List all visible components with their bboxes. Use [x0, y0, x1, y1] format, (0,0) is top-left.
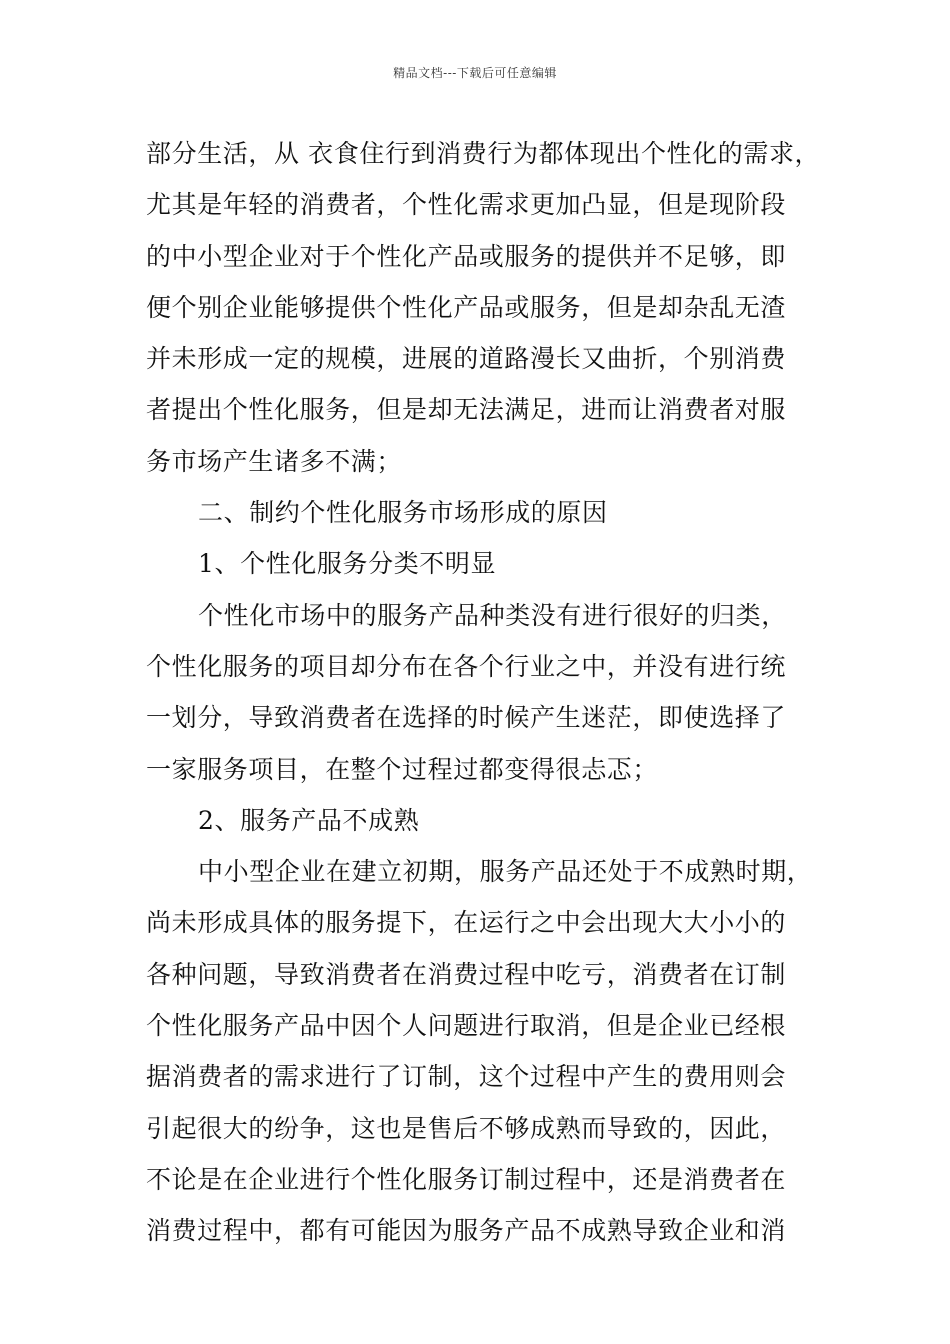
text-line: 个性化服务产品中因个人问题进行取消，但是企业已经根	[146, 1011, 787, 1041]
text-line: 个性化服务的项目却分布在各个行业之中，并没有进行统	[146, 651, 787, 681]
paragraph-start-line: 个性化市场中的服务产品种类没有进行很好的归类，	[198, 600, 787, 630]
text-line: 一家服务项目，在整个过程过都变得很忐忑；	[146, 754, 659, 784]
text-line: 尤其是年轻的消费者，个性化需求更加凸显，但是现阶段	[146, 190, 787, 220]
text-line: 引起很大的纷争，这也是售后不够成熟而导致的，因此，	[146, 1113, 787, 1143]
subsection-heading: 2、服务产品不成熟	[198, 805, 420, 835]
subsection-heading: 1、个性化服务分类不明显	[198, 549, 497, 579]
text-line: 消费过程中，都有可能因为服务产品不成熟导致企业和消	[146, 1216, 787, 1246]
text-line: 的中小型企业对于个性化产品或服务的提供并不足够，即	[146, 241, 787, 271]
text-line: 者提出个性化服务，但是却无法满足，进而让消费者对服	[146, 395, 787, 425]
text-line: 据消费者的需求进行了订制，这个过程中产生的费用则会	[146, 1062, 787, 1092]
text-line: 部分生活，从 衣食住行到消费行为都体现出个性化的需求，	[146, 139, 821, 168]
section-heading: 二、制约个性化服务市场形成的原因	[198, 498, 608, 528]
text-line: 尚未形成具体的服务提下，在运行之中会出现大大小小的	[146, 908, 787, 938]
page-header: 精品文档---下载后可任意编辑	[393, 66, 557, 80]
text-line: 务市场产生诸多不满；	[146, 446, 403, 476]
text-line: 各种问题，导致消费者在消费过程中吃亏，消费者在订制	[146, 959, 787, 989]
text-line: 并未形成一定的规模，进展的道路漫长又曲折，个别消费	[146, 344, 787, 374]
text-line: 一划分，导致消费者在选择的时候产生迷茫，即使选择了	[146, 703, 787, 733]
text-line: 便个别企业能够提供个性化产品或服务，但是却杂乱无渣	[146, 292, 787, 322]
text-line: 不论是在企业进行个性化服务订制过程中，还是消费者在	[146, 1164, 787, 1194]
document-body	[146, 128, 826, 1257]
paragraph-start-line: 中小型企业在建立初期，服务产品还处于不成熟时期，	[198, 857, 813, 887]
